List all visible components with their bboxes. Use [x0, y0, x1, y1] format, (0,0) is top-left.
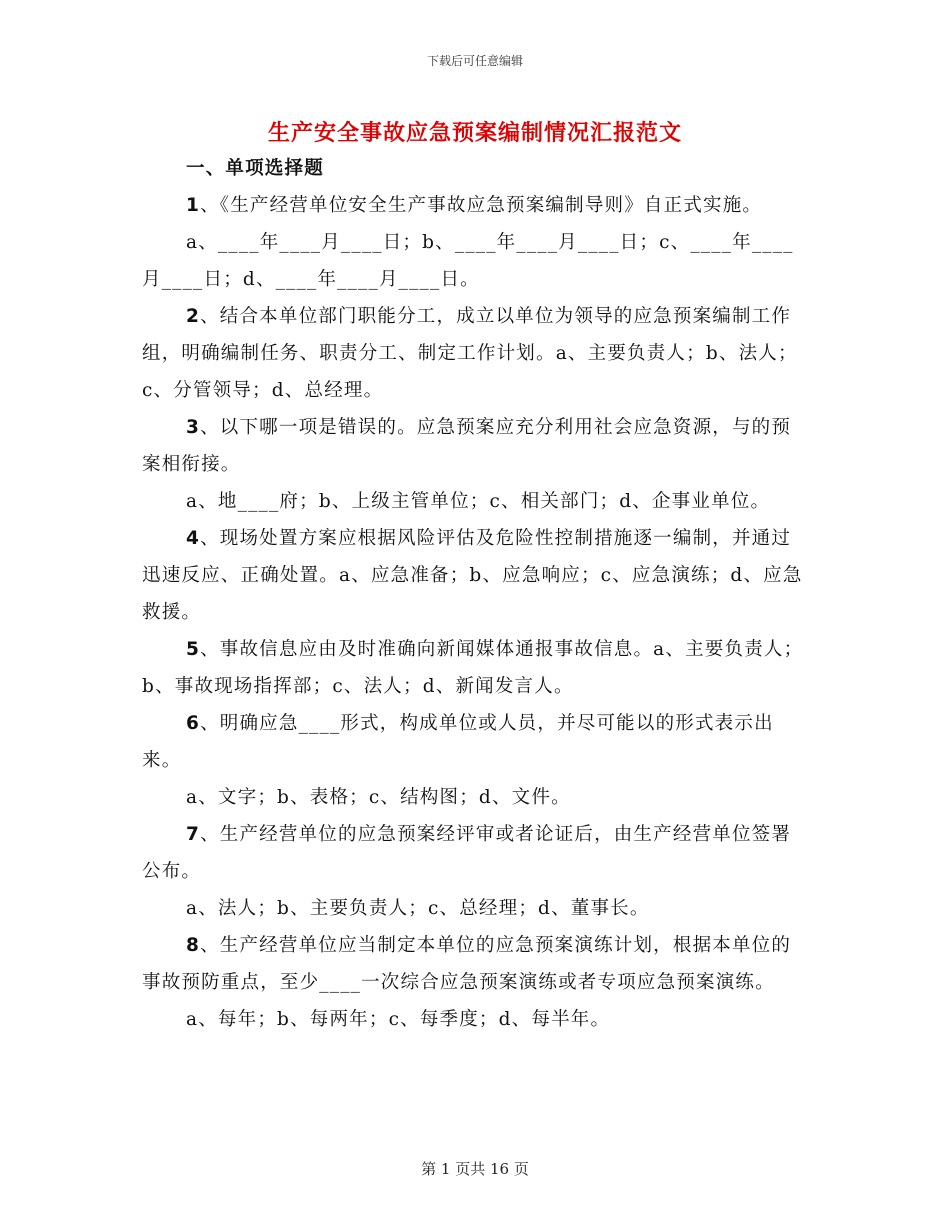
question-number: 3: [186, 417, 201, 438]
question-number: 2: [186, 306, 201, 327]
question-5: [142, 631, 810, 705]
options-text: a、每年；b、每两年；c、每季度；d、每半年。: [186, 1009, 611, 1030]
question-text: 、以下哪一项是错误的。应急预案应充分利用社会应急资源，与的预案相衔接。: [142, 417, 792, 475]
question-text: 、现场处置方案应根据风险评估及危险性控制措施逐一编制，并通过迅速反应、正确处置。a、应急准备；b、应急响应；c、应急演练；d、应急救援。: [142, 528, 803, 623]
page-footer: 第 1 页共 16 页: [421, 1160, 529, 1178]
question-1: [142, 187, 810, 224]
question-text: 、《生产经营单位安全生产事故应急预案编制导则》自正式实施。: [200, 195, 763, 216]
question-number: 4: [186, 528, 201, 549]
page-header: 下载后可任意编辑: [426, 54, 523, 68]
question-3: [142, 409, 810, 483]
options-6: [142, 779, 810, 816]
question-text: 、生产经营单位应当制定本单位的应急预案演练计划，根据本单位的事故预防重点，至少____一次综合应急预案演练或者专项应急预案演练。: [142, 935, 792, 993]
document-body: [142, 150, 810, 1038]
question-text: 、结合本单位部门职能分工，成立以单位为领导的应急预案编制工作组，明确编制任务、职责分工、制定工作计划。a、主要负责人；b、法人；c、分管领导；d、总经理。: [142, 306, 798, 401]
options-8: [142, 1001, 810, 1038]
question-number: 8: [186, 935, 201, 956]
question-text: 、生产经营单位的应急预案经评审或者论证后，由生产经营单位签署公布。: [142, 824, 792, 882]
options-text: a、____年____月____日；b、____年____月____日；c、____年____月____日；d、____年____月____日。: [142, 232, 794, 290]
question-2: [142, 298, 810, 409]
options-text: a、法人；b、主要负责人；c、总经理；d、董事长。: [186, 898, 650, 919]
options-7: [142, 890, 810, 927]
question-4: [142, 520, 810, 631]
options-3: [142, 483, 810, 520]
question-7: [142, 816, 810, 890]
options-text: a、地____府；b、上级主管单位；c、相关部门；d、企事业单位。: [186, 491, 771, 512]
question-number: 1: [186, 195, 201, 216]
question-number: 6: [186, 713, 201, 734]
options-1: [142, 224, 810, 298]
question-8: [142, 927, 810, 1001]
section-heading: 一、单项选择题: [186, 158, 324, 179]
question-number: 7: [186, 824, 201, 845]
document-title: 生产安全事故应急预案编制情况汇报范文: [267, 121, 682, 146]
question-6: [142, 705, 810, 779]
question-number: 5: [186, 639, 201, 660]
question-text: 、事故信息应由及时准确向新闻媒体通报事故信息。a、主要负责人；b、事故现场指挥部；c、法人；d、新闻发言人。: [142, 639, 804, 697]
options-text: a、文字；b、表格；c、结构图；d、文件。: [186, 787, 571, 808]
question-text: 、明确应急____形式，构成单位或人员，并尽可能以的形式表示出来。: [142, 713, 774, 771]
